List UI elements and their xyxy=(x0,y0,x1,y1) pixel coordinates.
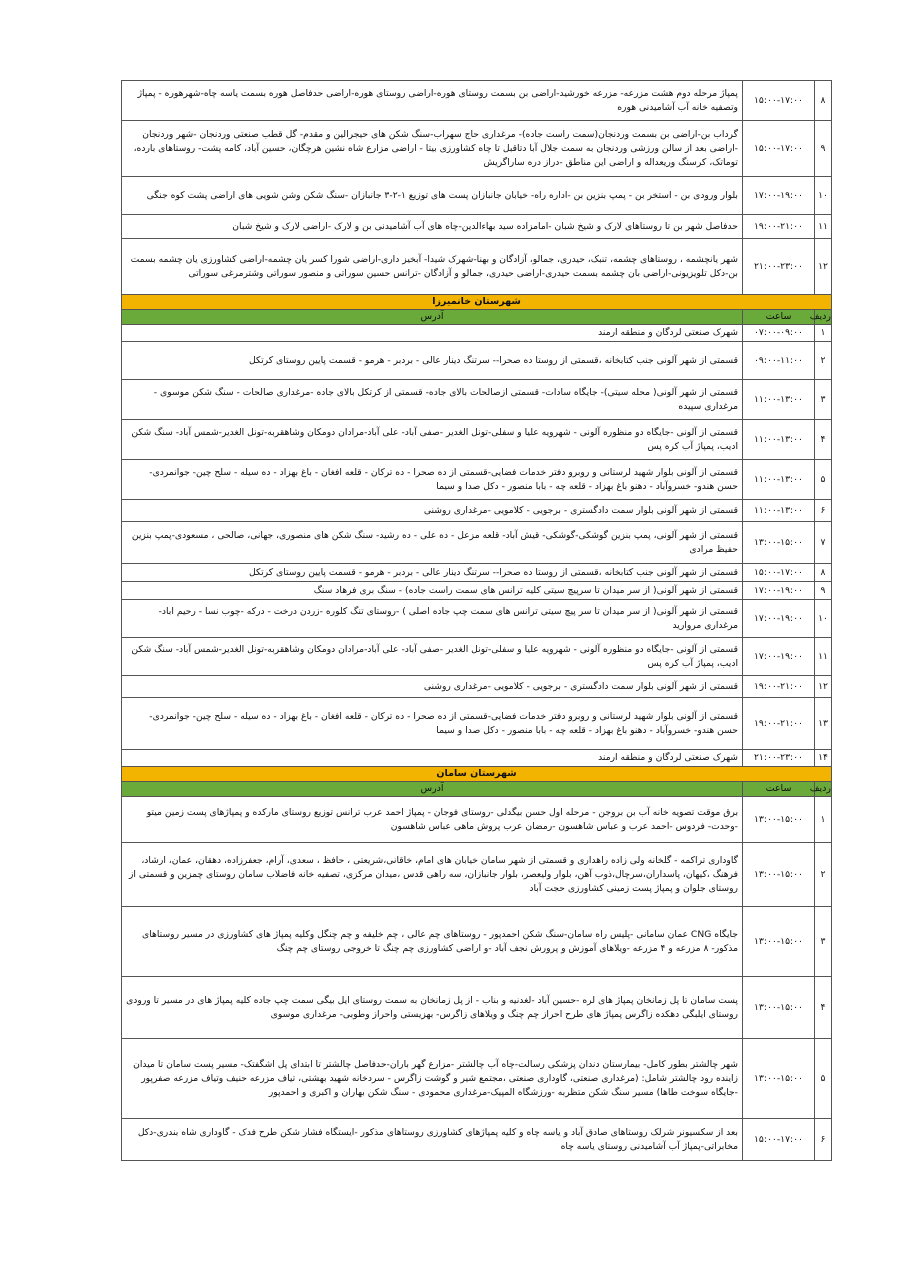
time-slot: ۱۱:۰۰-۱۳:۰۰ xyxy=(743,380,815,420)
row-number: ۲ xyxy=(815,342,832,380)
table-row xyxy=(122,582,832,600)
table-row xyxy=(122,215,832,239)
table-row xyxy=(122,177,832,215)
table-row xyxy=(122,500,832,522)
section-header-khanmirza xyxy=(122,295,832,310)
row-number: ۱ xyxy=(815,325,832,342)
row-number: ۵ xyxy=(815,460,832,500)
time-slot: ۱۵:۰۰-۱۷:۰۰ xyxy=(743,81,815,121)
time-slot: ۰۷:۰۰-۰۹:۰۰ xyxy=(743,325,815,342)
outage-address: قسمتی از شهر آلونی بلوار سمت دادگستری - برجویی - کلامویی -مرغداری روشنی xyxy=(122,676,743,698)
time-slot: ۱۳:۰۰-۱۵:۰۰ xyxy=(743,977,815,1039)
table-row xyxy=(122,81,832,121)
table-row xyxy=(122,600,832,638)
time-slot: ۱۹:۰۰-۲۱:۰۰ xyxy=(743,676,815,698)
table-row xyxy=(122,843,832,907)
table-row xyxy=(122,797,832,843)
row-number: ۴ xyxy=(815,420,832,460)
row-number: ۸ xyxy=(815,564,832,582)
outage-address: قسمتی از شهر آلونی( از سر میدان تا سرپیچ سیتی کلیه ترانس های سمت راست جاده) - سنگ بری فرهاد سنگ xyxy=(122,582,743,600)
row-number: ۶ xyxy=(815,1119,832,1161)
outage-address: بعد از سکسیونر شرلک روستاهای صادق آباد و یاسه چاه و کلیه پمپاژهای کشاورزی روستاهای مذکور -ایستگاه فشار شکن طرح فدک - گاوداری شاه بندری-دکل مخابراتی-پمپاژ آب آشامیدنی روستای یاسه چاه xyxy=(122,1119,743,1161)
header-address: آدرس xyxy=(122,782,743,797)
table-row xyxy=(122,460,832,500)
row-number: ۱۳ xyxy=(815,698,832,750)
time-slot: ۱۷:۰۰-۱۹:۰۰ xyxy=(743,600,815,638)
section-title: شهرستان سامان xyxy=(122,767,832,782)
table-row xyxy=(122,342,832,380)
row-number: ۱۰ xyxy=(815,177,832,215)
outage-address: قسمتی از آلونی بلوار شهید لرستانی و روبرو دفتر خدمات فضایی-قسمتی از ده صحرا - ده ترکان - قلعه افغان - باغ بهزاد - ده سیله - سلح چین- جوانمردی- حسن هندو- خسروآباد - دهنو باغ بهزاد - قلعه چه - بابا منصور - دکل صدا و سیما xyxy=(122,460,743,500)
power-outage-schedule-sheet xyxy=(121,80,832,1161)
time-slot: ۱۱:۰۰-۱۳:۰۰ xyxy=(743,420,815,460)
time-slot: ۱۳:۰۰-۱۵:۰۰ xyxy=(743,843,815,907)
outage-address: گاوداری تراکمه - گلخانه ولی زاده راهداری و قسمتی از شهر سامان خیابان های امام، خاقانی،شریعتی ، حافظ ، سعدی، آرام، جعفرزاده، دهقان، عمان، ارشاد، فرهنگ ،کیهان، پاسداران،سرچال،ذوب آهن، بلوار ولیعصر، بلوار جانبازان، سه راهی قدس ،میدان مرکزی، تصفیه خانه فاضلاب سامان روستای چمزین و قسمتی از روستای جلوان و پمپاژ پست زمینی کشاورزی حجت آباد xyxy=(122,843,743,907)
time-slot: ۱۱:۰۰-۱۳:۰۰ xyxy=(743,460,815,500)
outage-address: قسمتی از شهر آلونی جنب کتابخانه ،قسمتی از روستا ده صحرا-- سرتنگ دینار عالی - بردبر - هرمو - قسمت پایین روستای کرتکل xyxy=(122,564,743,582)
outage-address: برق موقت تصویه خانه آب بن بروجن - مرحله اول حسن بیگدلی -روستای فوجان - پمپاژ احمد عرب ترانس توزیع روستای مارکده و پمپاژهای پست زمین میتو -وحدت- فردوس -احمد عرب و عباس شاهسون -رمضان عرب پروش ماهی عباس شاهسون xyxy=(122,797,743,843)
table-row xyxy=(122,676,832,698)
row-number: ۶ xyxy=(815,500,832,522)
time-slot: ۱۹:۰۰-۲۱:۰۰ xyxy=(743,215,815,239)
row-number: ۸ xyxy=(815,81,832,121)
time-slot: ۱۵:۰۰-۱۷:۰۰ xyxy=(743,121,815,177)
outage-address: قسمتی از آلونی بلوار شهید لرستانی و روبرو دفتر خدمات فضایی-قسمتی از ده صحرا - ده ترکان - قلعه افغان - باغ بهزاد - ده سیله - سلح چین- جوانمردی- حسن هندو- خسروآباد - دهنو باغ بهزاد - قلعه چه - بابا منصور - دکل صدا و سیما xyxy=(122,698,743,750)
outage-address: پست سامان تا پل زمانخان پمپاژ های لره -حسین آباد -لغدنیه و بناب - از پل زمانخان به سمت روستای ایل بیگی سمت چپ جاده کلیه پمپاژ های در مسیر تا ورودی روستای ایلبگی دهکده زاگرس پمپاژ های طرح احراز چم چنگ و ویلاهای زاگرس- بهزیستی واحراز وطوبی- مرغداری موسوی xyxy=(122,977,743,1039)
time-slot: ۱۵:۰۰-۱۷:۰۰ xyxy=(743,1119,815,1161)
time-slot: ۲۱:۰۰-۲۳:۰۰ xyxy=(743,239,815,295)
row-number: ۴ xyxy=(815,977,832,1039)
time-slot: ۱۷:۰۰-۱۹:۰۰ xyxy=(743,177,815,215)
table-row xyxy=(122,121,832,177)
outage-address: شهرک صنعتی لردگان و منطقه ارمند xyxy=(122,750,743,767)
row-number: ۱۰ xyxy=(815,600,832,638)
row-number: ۱۱ xyxy=(815,638,832,676)
outage-address: جایگاه CNG عمان سامانی -پلیس راه سامان-سنگ شکن احمدپور - روستاهای چم عالی ، چم خلیفه و چم چنگل وکلیه پمپاژ های کشاورزی در مسیر روستاهای مذکور- ۸ مزرعه و ۴ مزرعه -ویلاهای آموزش و پرورش نجف آباد -و اراضی کشاورزی چم چنگ تا خروجی روستای چم چنگ xyxy=(122,907,743,977)
row-number: ۱۲ xyxy=(815,239,832,295)
column-header-row xyxy=(122,782,832,797)
schedule-table-body xyxy=(122,81,832,1161)
outage-address: قسمتی از شهر آلونی جنب کتابخانه ،قسمتی از روستا ده صحرا-- سرتنگ دینار عالی - بردبر - هرمو - قسمت پایین روستای کرتکل xyxy=(122,342,743,380)
table-row xyxy=(122,420,832,460)
time-slot: ۱۷:۰۰-۱۹:۰۰ xyxy=(743,582,815,600)
time-slot: ۱۳:۰۰-۱۵:۰۰ xyxy=(743,1039,815,1119)
table-row xyxy=(122,1119,832,1161)
outage-address: شهر یانچشمه ، روستاهای چشمه، تنبک، حیدری، جمالو، آزادگان و بهنا-شهرک شیدا- آبخیز داری-اراضی شورا کسر یان چشمه-اراضی کشاورزی یان چشمه بسمت بن-دکل تلویزیونی-اراضی بان چشمه بسمت حیدری-اراضی حیدری، جمالو و آزادگان -ترانس حسین سوراتی و منصور سوراتی وشترمرغی سوراتی xyxy=(122,239,743,295)
row-number: ۹ xyxy=(815,121,832,177)
header-row-number: ردیف xyxy=(815,782,832,797)
table-row xyxy=(122,1039,832,1119)
outage-address: قسمتی از آلونی -جایگاه دو منظوره آلونی - شهرویه علیا و سفلی-تونل الغدیر -صفی آباد- علی آباد-مرادان دومکان وشاهقربه-تونل الغدیر-شمس آباد- سنگ شکن ادیب، پمپاژ آب کره پس xyxy=(122,638,743,676)
row-number: ۲ xyxy=(815,843,832,907)
row-number: ۹ xyxy=(815,582,832,600)
table-row xyxy=(122,564,832,582)
time-slot: ۱۳:۰۰-۱۵:۰۰ xyxy=(743,797,815,843)
outage-address: قسمتی از شهر آلونی( محله سیتی)- جایگاه سادات- قسمتی ازصالحات بالای جاده- قسمتی از کرتکل بالای جاده -مرغداری صالحات - سنگ شکن موسوی - مرغداری سپیده xyxy=(122,380,743,420)
table-row xyxy=(122,380,832,420)
table-row xyxy=(122,638,832,676)
outage-address: قسمتی از شهر آلونی، پمپ بنزین گوشکی-گوشکی- قیش آباد- قلعه مزعل - ده علی - ده رشید- سنگ شکن های منصوری، جهانی، صالحی ، مسعودی-پمپ بنزین حفیظ مرادی xyxy=(122,522,743,564)
time-slot: ۱۳:۰۰-۱۵:۰۰ xyxy=(743,907,815,977)
outage-address: قسمتی از شهر آلونی( از سر میدان تا سر پیچ سیتی ترانس های سمت چپ جاده اصلی ) -روستای تنگ کلوره -زردن درخت - درکه -چوب نسا - رحیم اباد-مرغداری مروارید xyxy=(122,600,743,638)
schedule-table xyxy=(121,80,832,1161)
outage-address: گرداب بن-اراضی بن بسمت وردنجان(سمت راست جاده)- مرغداری حاج سهراب-سنگ شکن های حیجرالین و مقدم- گل قطب صنعتی وردنجان -شهر وردنجان -اراضی بعد از سالن ورزشی وردنجان به سمت جلال آبا دتاقبل تا چاه کشاورزی بیتا - اراضی مزارع شاه نشین هرچگان، حسین آباد، کامه پشت- روستاهای بارده، توماتک، کرسنگ وریعداله و اراضی این مناطق -دراز دره ساراگریش xyxy=(122,121,743,177)
row-number: ۱۱ xyxy=(815,215,832,239)
outage-address: پمپاژ مرحله دوم هشت مزرعه- مزرعه خورشید-اراضی بن بسمت روستای هوره-اراضی روستای هوره-اراضی حدفاصل هوره بسمت یاسه چاه-شهرهوره - پمپاژ وتصفیه خانه آب آشامیدنی هوره xyxy=(122,81,743,121)
outage-address: قسمتی از شهر آلونی بلوار سمت دادگستری - برجویی - کلامویی -مرغداری روشنی xyxy=(122,500,743,522)
section-header-saman xyxy=(122,767,832,782)
outage-address: شهرک صنعتی لردگان و منطقه ارمند xyxy=(122,325,743,342)
table-row xyxy=(122,977,832,1039)
table-row xyxy=(122,698,832,750)
header-time: ساعت xyxy=(743,310,815,325)
outage-address: قسمتی از آلونی -جایگاه دو منظوره آلونی - شهرویه علیا و سفلی-تونل الغدیر -صفی آباد- علی آباد-مرادان دومکان وشاهقربه-تونل الغدیر-شمس آباد- سنگ شکن ادیب، پمپاژ آب کره پس xyxy=(122,420,743,460)
row-number: ۱۴ xyxy=(815,750,832,767)
table-row xyxy=(122,907,832,977)
column-header-row xyxy=(122,310,832,325)
time-slot: ۱۳:۰۰-۱۵:۰۰ xyxy=(743,522,815,564)
time-slot: ۱۹:۰۰-۲۱:۰۰ xyxy=(743,698,815,750)
time-slot: ۱۱:۰۰-۱۳:۰۰ xyxy=(743,500,815,522)
outage-address: بلوار ورودی بن - استخر بن - پمپ بنزین بن -اداره راه- خیابان جانبازان پست های توزیع ۱-۲-۳ جانبازان -سنگ شکن وشن شویی های اراضی پشت کوه جنگی xyxy=(122,177,743,215)
row-number: ۳ xyxy=(815,907,832,977)
table-row xyxy=(122,522,832,564)
time-slot: ۱۵:۰۰-۱۷:۰۰ xyxy=(743,564,815,582)
row-number: ۳ xyxy=(815,380,832,420)
header-row-number: ردیف xyxy=(815,310,832,325)
time-slot: ۰۹:۰۰-۱۱:۰۰ xyxy=(743,342,815,380)
outage-address: حدفاصل شهر بن تا روستاهای لارک و شیخ شبان -امامزاده سید بهاءالدین-چاه های آب آشامیدنی بن و لارک -اراضی لارک و شیخ شبان xyxy=(122,215,743,239)
time-slot: ۲۱:۰۰-۲۳:۰۰ xyxy=(743,750,815,767)
time-slot: ۱۷:۰۰-۱۹:۰۰ xyxy=(743,638,815,676)
row-number: ۱۲ xyxy=(815,676,832,698)
row-number: ۱ xyxy=(815,797,832,843)
header-address: آدرس xyxy=(122,310,743,325)
section-title: شهرستان خانمیرزا xyxy=(122,295,832,310)
outage-address: شهر چالشتر بطور کامل- بیمارستان دندان پزشکی رسالت-چاه آب چالشتر -مزارع گهر باران-حدفاصل چالشتر تا ابتدای پل اشگفتک- مسیر پست سامان تا میدان زاینده رود چالشتر شامل: (مرغداری صنعتی، گاوداری صنعتی ،مجتمع شیر و گوشت زاگرس - سردخانه شهید بهشتی، تیاف مزرعه حنیف وتیاف مزرعه صفرپور -جایگاه سوخت طاها) مسیر سنگ شکن متظربه -ورزشگاه المپیک-مرغداری محمودی - سنگ شکن بهاران و اکبری و احمدپور xyxy=(122,1039,743,1119)
row-number: ۵ xyxy=(815,1039,832,1119)
header-time: ساعت xyxy=(743,782,815,797)
table-row xyxy=(122,239,832,295)
table-row xyxy=(122,325,832,342)
row-number: ۷ xyxy=(815,522,832,564)
table-row xyxy=(122,750,832,767)
